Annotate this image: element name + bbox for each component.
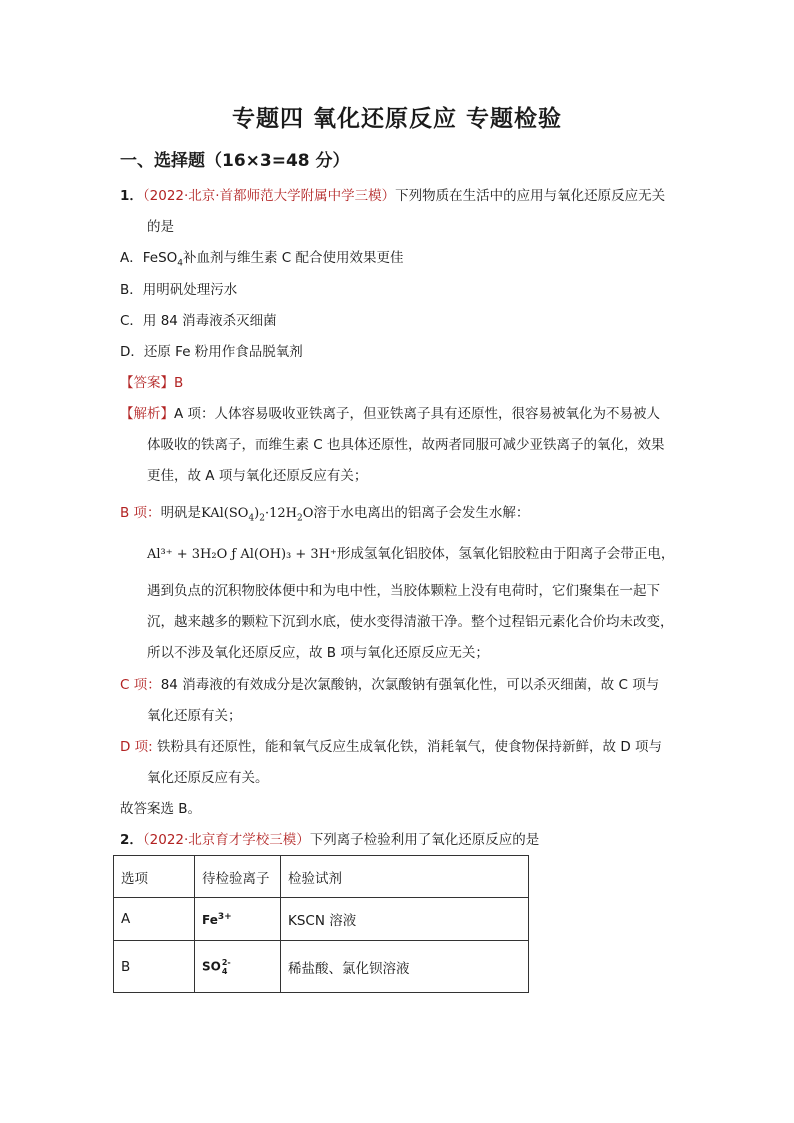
- analysis-d-label: D 项:: [120, 739, 153, 755]
- q1-number: 1．: [120, 188, 143, 204]
- q2-number: 2．: [120, 832, 143, 848]
- analysis-c-line2: 氧化还原有关；: [147, 708, 242, 724]
- analysis-c-text1: 84 消毒液的有效成分是次氯酸钠，次氯酸钠有强氧化性，可以杀灭细菌，故 C 项与: [160, 677, 660, 693]
- option-a-formula: FeSO$_4$: [142, 250, 184, 269]
- q1-source: （2022·北京·首都师范大学附属中学三模）: [142, 188, 396, 204]
- option-a-text: 补血剂与维生素 C 配合使用效果更佳: [183, 250, 404, 266]
- q1-option-c: C．用 84 消毒液杀灭细菌: [120, 313, 277, 329]
- analysis-b-text1b: 溶于水电离出的铝离子会发生水解：: [313, 505, 530, 521]
- q1-option-a: [120, 248, 404, 274]
- hydrolysis-equation: Al³⁺ + 3H₂O ƒ Al(OH)₃ + 3H⁺: [147, 547, 337, 562]
- answer-label: 【答案】: [120, 375, 174, 391]
- q1-stem-line1: [120, 186, 665, 206]
- q1-answer: [120, 373, 183, 393]
- analysis-d-text1: 铁粉具有还原性，能和氧气反应生成氧化铁，消耗氧气，使食物保持新鲜，故 D 项与: [152, 739, 663, 755]
- alum-formula: $KAl(SO_4)_2\cdot 12H_2O$: [201, 506, 314, 524]
- q1-conclusion: 故答案选 B。: [120, 801, 202, 817]
- q1-option-b: B．用明矾处理污水: [120, 282, 238, 298]
- analysis-b-text2: 形成氢氧化铝胶体，氢氧化铝胶粒由于阳离子会带正电，: [336, 546, 675, 562]
- section-heading: 一、选择题（16×3=48 分）: [120, 151, 350, 171]
- answer-value: B: [174, 375, 184, 391]
- ion-test-table: [113, 855, 529, 993]
- table-cell-option: B: [114, 941, 195, 993]
- analysis-b-line3: 遇到负点的沉积物胶体便中和为电中性，当胶体颗粒上没有电荷时，它们聚集在一起下: [147, 583, 660, 599]
- table-cell-reagent: KSCN 溶液: [281, 898, 529, 941]
- table-cell-ion: SO 2- 4: [195, 941, 281, 993]
- analysis-b-label: B 项：: [120, 505, 161, 521]
- table-cell-option: A: [114, 898, 195, 941]
- analysis-c-line1: [120, 675, 659, 695]
- q2-stem: [120, 830, 539, 850]
- table-row: [114, 898, 529, 941]
- table-cell-reagent: 稀盐酸、氯化钡溶液: [281, 941, 529, 993]
- q1-stem-line2: 的是: [147, 219, 174, 235]
- analysis-a-line3: 更佳，故 A 项与氧化还原反应有关；: [147, 468, 368, 484]
- analysis-label: 【解析】: [120, 406, 174, 422]
- q1-option-d: D．还原 Fe 粉用作食品脱氧剂: [120, 344, 303, 360]
- q2-stem-text: 下列离子检验利用了氧化还原反应的是: [309, 832, 540, 848]
- analysis-d-line1: [120, 737, 662, 757]
- option-a-label: A．: [120, 250, 143, 266]
- q1-stem-text: 下列物质在生活中的应用与氧化还原反应无关: [395, 188, 666, 204]
- document-title: 专题四 氧化还原反应 专题检验: [231, 106, 562, 132]
- analysis-a-line1: [120, 404, 660, 424]
- analysis-b-line1: [120, 503, 529, 529]
- analysis-d-line2: 氧化还原反应有关。: [147, 770, 269, 786]
- analysis-a-line2: 体吸收的铁离子，而维生素 C 也具体还原性，故两者同服可减少亚铁离子的氧化，效果: [147, 437, 665, 453]
- analysis-c-label: C 项：: [120, 677, 161, 693]
- analysis-a-text1: A 项：人体容易吸收亚铁离子，但亚铁离子具有还原性，很容易被氧化为不易被人: [174, 406, 661, 422]
- analysis-b-line4: 沉，越来越多的颗粒下沉到水底，使水变得清澈干净。整个过程铝元素化合价均未改变，: [147, 614, 674, 630]
- analysis-b-line2: [147, 544, 674, 565]
- analysis-b-text1a: 明矾是: [160, 505, 202, 521]
- table-row: [114, 941, 529, 993]
- table-header-cell: 待检验离子: [195, 856, 281, 898]
- q2-source: （2022·北京育才学校三模）: [142, 832, 310, 848]
- table-header-row: [114, 856, 529, 898]
- table-header-cell: 检验试剂: [281, 856, 529, 898]
- table-cell-ion: $Fe^{3+}$: [195, 898, 281, 941]
- analysis-b-line5: 所以不涉及氧化还原反应，故 B 项与氧化还原反应无关；: [147, 645, 489, 661]
- table-header-cell: 选项: [114, 856, 195, 898]
